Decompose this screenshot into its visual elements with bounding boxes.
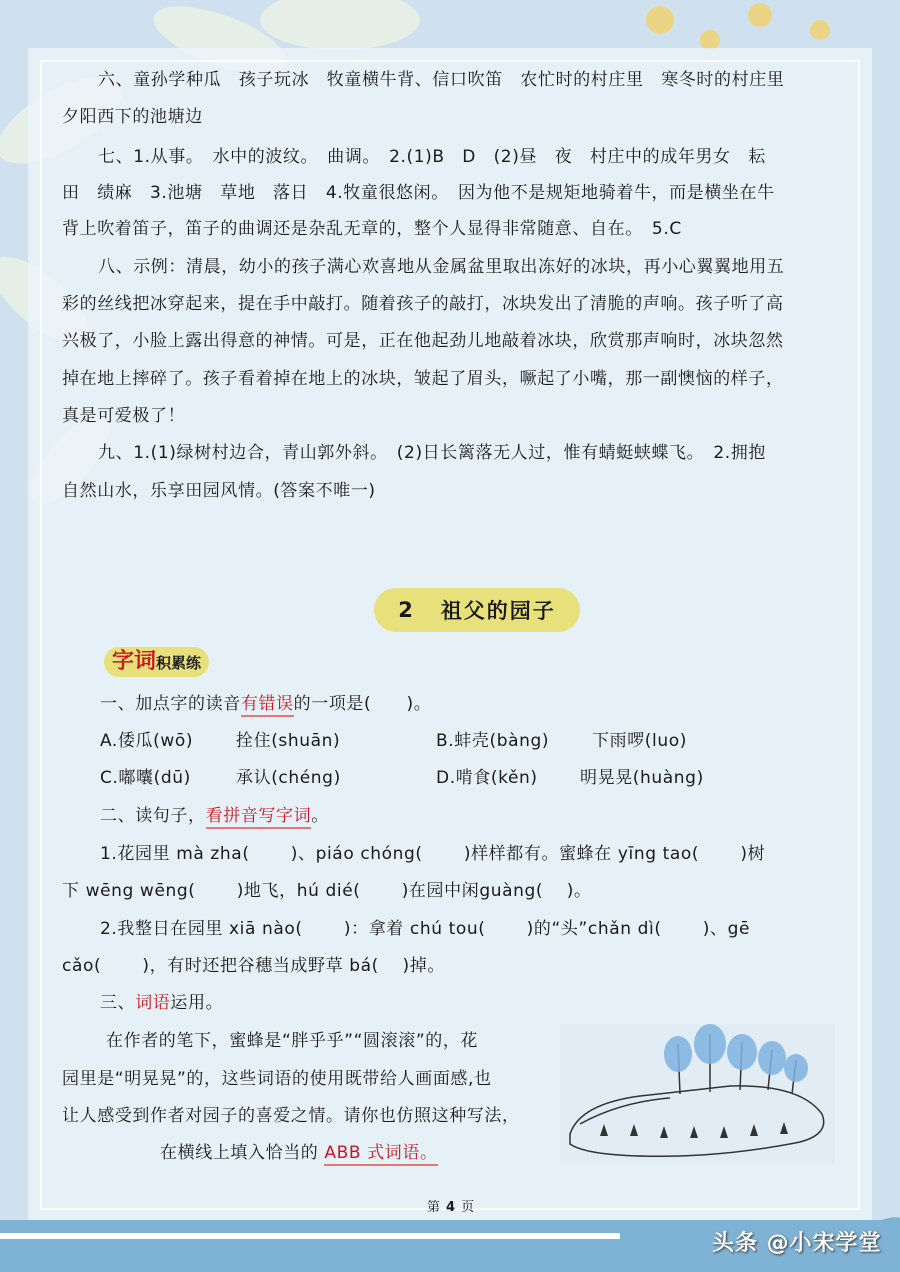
footer-line [0,1233,620,1239]
question-3-line-1: 在作者的笔下，蜜蜂是“胖乎乎”“圆滚滚”的，花 [106,1031,479,1051]
option-d-1: D.啃食(kěn) [436,768,538,788]
question-2 [100,805,329,827]
page-number-prefix: 第 [427,1200,441,1215]
question-1 [100,693,431,715]
question-2-highlight: 看拼音写字词 [206,806,312,829]
section-badge [104,647,209,677]
answer-nine-line-2: 自然山水，乐享田园风情。(答案不唯一) [62,481,376,501]
question-1-highlight: 有错误 [241,694,294,717]
question-3-last-prefix: 在横线上填入恰当的 [160,1143,325,1163]
answer-nine-line-1: 九、1.(1)绿树村边合，青山郭外斜。 (2)日长篱落无人过，惟有蜻蜓蛱蝶飞。 2.拥抱 [98,443,766,463]
option-c-1: C.嘟囔(dū) [100,768,191,788]
question-3-line-4 [160,1142,438,1164]
watermark: 头条 @小宋学堂 [712,1231,882,1256]
lesson-title-text: 祖父的园子 [440,599,556,623]
question-2-line-1: 1.花园里 mà zha( )、piáo chóng( )样样都有。蜜蜂在 yīng tao( )树 [100,844,766,864]
section-badge-sub: 积累练 [156,654,202,672]
question-3-highlight: 词语 [135,993,171,1013]
answer-seven-line-2: 田 绩麻 3.池塘 草地 落日 4.牧童很悠闲。 因为他不是规矩地骑着牛，而是横坐在牛 [62,183,775,203]
answer-eight-line-1: 八、示例：清晨，幼小的孩子满心欢喜地从金属盆里取出冻好的冰块，再小心翼翼地用五 [98,257,785,277]
option-a-1: A.倭瓜(wō) [100,731,194,751]
question-3-line-3: 让人感受到作者对园子的喜爱之情。请你也仿照这种写法， [62,1106,520,1126]
lesson-title [374,588,580,632]
option-b-1: B.蚌壳(bàng) [436,731,550,751]
answer-eight-line-5: 真是可爱极了！ [62,406,186,426]
question-1-suffix: 的一项是( )。 [293,694,432,714]
answer-six-line-1: 六、童孙学种瓜 孩子玩冰 牧童横牛背、信口吹笛 农忙时的村庄里 寒冬时的村庄里 [98,70,785,90]
question-2-line-2: 下 wēng wēng( )地飞，hú dié( )在园中闲guàng( )。 [62,881,592,901]
answer-eight-line-2: 彩的丝线把冰穿起来，提在手中敲打。随着孩子的敲打，冰块发出了清脆的声响。孩子听了高 [62,294,784,314]
question-1-prefix: 一、加点字的读音 [100,694,241,714]
question-3-last-highlight: ABB 式词语。 [324,1143,437,1166]
page-number-value: 4 [446,1200,456,1215]
option-d-2: 明晃晃(huàng) [580,768,704,788]
question-3-line-2: 园里是“明晃晃”的，这些词语的使用既带给人画面感,也 [62,1069,492,1089]
answer-eight-line-3: 兴极了，小脸上露出得意的神情。可是，正在他起劲儿地敲着冰块，欣赏那声响时，冰块忽然 [62,331,784,351]
option-b-2: 下雨啰(luo) [592,731,687,751]
question-3 [100,992,223,1014]
page-number [427,1196,474,1215]
question-2-line-3: 2.我整日在园里 xiā nào( )：拿着 chú tou( )的“头”chǎn dì( )、gē [100,919,751,939]
page-number-suffix: 页 [461,1200,475,1215]
answer-six-line-2: 夕阳西下的池塘边 [62,107,203,127]
question-2-line-4: cǎo( )，有时还把谷穗当成野草 bá( )掉。 [62,956,445,976]
answer-seven-line-1: 七、1.从事。 水中的波纹。 曲调。 2.(1)B D (2)昼 夜 村庄中的成年男女 耘 [98,147,766,167]
question-2-suffix: 。 [311,806,329,826]
garden-illustration [560,1024,835,1164]
option-a-2: 拴住(shuān) [236,731,341,751]
option-c-2: 承认(chéng) [236,768,341,788]
question-3-suffix: 运用。 [170,993,224,1013]
answer-eight-line-4: 掉在地上摔碎了。孩子看着掉在地上的冰块，皱起了眉头，噘起了小嘴，那一副懊恼的样子， [62,369,784,389]
answer-seven-line-3: 背上吹着笛子，笛子的曲调还是杂乱无章的，整个人显得非常随意、自在。 5.C [62,219,682,239]
question-2-prefix: 二、读句子， [100,806,206,826]
question-3-prefix: 三、 [100,993,136,1013]
lesson-number: 2 [398,598,415,622]
section-badge-main: 字词 [112,649,157,674]
